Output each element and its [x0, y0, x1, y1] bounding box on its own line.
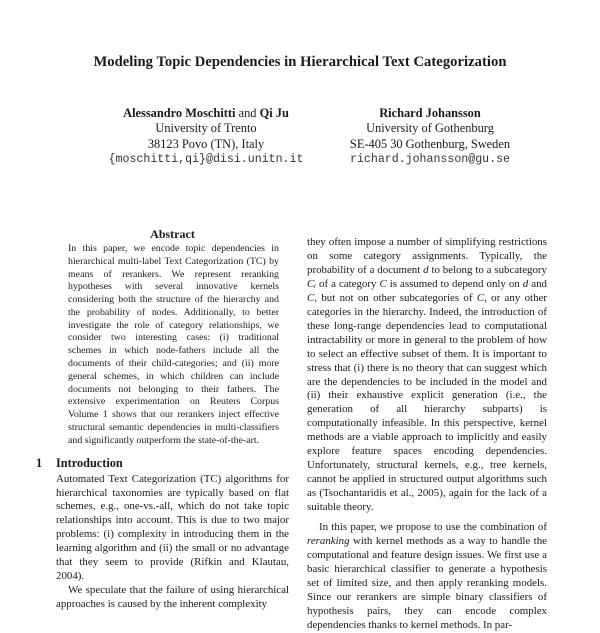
- math-variable: C: [307, 291, 315, 304]
- math-variable: d: [522, 277, 529, 290]
- author-conjunction: and: [238, 106, 257, 120]
- text-span: , or any other categories in the hierarchy. Indeed, the introduction of these long-range dependencies lead to computational intractability or more in general to the problem of how to select an effective subset of them. It is important to stress that (i) there is no theory that can suggest which are the dependencies to be included in the model and (ii) their exhaustive explicit generation (i.e., the generation of all hierarchy subparts) is computationally infeasible. In this perspective, kernel methods are a viable approach to implicitly and easily explore feature spaces encoding dependencies. Unfortunately, structural kernels, e.g., tree kernels, cannot be applied in structured output algorithms such as (Tsochantaridis et al., 2005), again for the lack of a suitable theory.: [307, 291, 547, 514]
- text-span: with kernel methods as a way to handle the computational and feature design issues. We first use a basic hierarchical classifier to generate a hypothesis set of limited size, and then apply reranking models. Since our rerankers are simple binary classifiers of hypothesis pairs, they can encode complex dependencies thanks to kernel methods. In par-: [307, 535, 547, 631]
- author-names-line: [88, 106, 324, 121]
- math-variable: C: [379, 277, 387, 290]
- text-span: to belong to a subcategory: [428, 263, 547, 276]
- left-column: [36, 227, 289, 612]
- section-number: 1: [36, 455, 43, 470]
- author-block-left: [88, 106, 324, 168]
- author-block-right: [330, 106, 530, 168]
- text-span: , but not on other subcategories of: [314, 291, 477, 304]
- author-affiliation: University of Gothenburg: [366, 121, 494, 136]
- author-address: 38123 Povo (TN), Italy: [147, 136, 265, 151]
- paper-title: Modeling Topic Dependencies in Hierarchical Text Categorization: [93, 54, 507, 70]
- author-email: richard.johansson@gu.se: [349, 153, 511, 167]
- section-heading: [36, 457, 289, 471]
- intro-paragraph: Automated Text Categorization (TC) algorithms for hierarchical taxonomies are typically based on flat schemes, e.g., one-vs.-all, which do not take topic relationships into account. This is due to two major problems: (i) complexity in introducing them in the learning algorithm and (ii) the small or no advantage that they seem to provide (Rifkin and Klautau, 2004).: [56, 472, 289, 583]
- section-title: Introduction: [56, 455, 123, 470]
- body-paragraph: [307, 521, 547, 633]
- author-name: Qi Ju: [259, 106, 289, 120]
- text-span: they often impose a number of simplifying restrictions on some category assignments. Typically, the probability of a document: [307, 236, 547, 276]
- author-affiliation: University of Trento: [155, 121, 257, 136]
- right-column: [307, 236, 547, 633]
- text-span: In this paper, we propose to use the combination of: [319, 521, 547, 534]
- text-span: of a category: [316, 277, 380, 290]
- math-variable: d: [423, 263, 429, 276]
- author-name: Alessandro Moschitti: [123, 106, 236, 120]
- author-name: Richard Johansson: [379, 106, 481, 120]
- abstract-heading: Abstract: [150, 227, 195, 241]
- emphasis: reranking: [307, 535, 350, 548]
- abstract-text: In this paper, we encode topic dependencies in hierarchical multi-label Text Categorization (TC) by means of rerankers. We represent reranking hypotheses with several innovative kernels considering both the structure of the hierarchy and the probability of nodes. Additionally, to better investigate the role of category relationships, we consider two interesting cases: (i) traditional schemes in which node-fathers include all the documents of their child-categories; and (ii) more general schemes, in which children can include documents not belonging to their fathers. The extensive experimentation on Reuters Corpus Volume 1 shows that our rerankers inject effective structural semantic dependencies in multi-classifiers and significantly outperform the state-of-the-art.: [68, 242, 279, 446]
- author-address: SE-405 30 Gothenburg, Sweden: [349, 136, 511, 151]
- math-variable: Cᵢ: [307, 277, 316, 290]
- body-paragraph: [307, 236, 547, 515]
- math-variable: C: [476, 291, 485, 304]
- author-email: {moschitti,qi}@disi.unitn.it: [108, 153, 304, 167]
- text-span: and: [528, 277, 547, 290]
- intro-paragraph: We speculate that the failure of using hierarchical approaches is caused by the inherent complexity: [56, 584, 289, 611]
- text-span: is assumed to depend only on: [386, 277, 523, 290]
